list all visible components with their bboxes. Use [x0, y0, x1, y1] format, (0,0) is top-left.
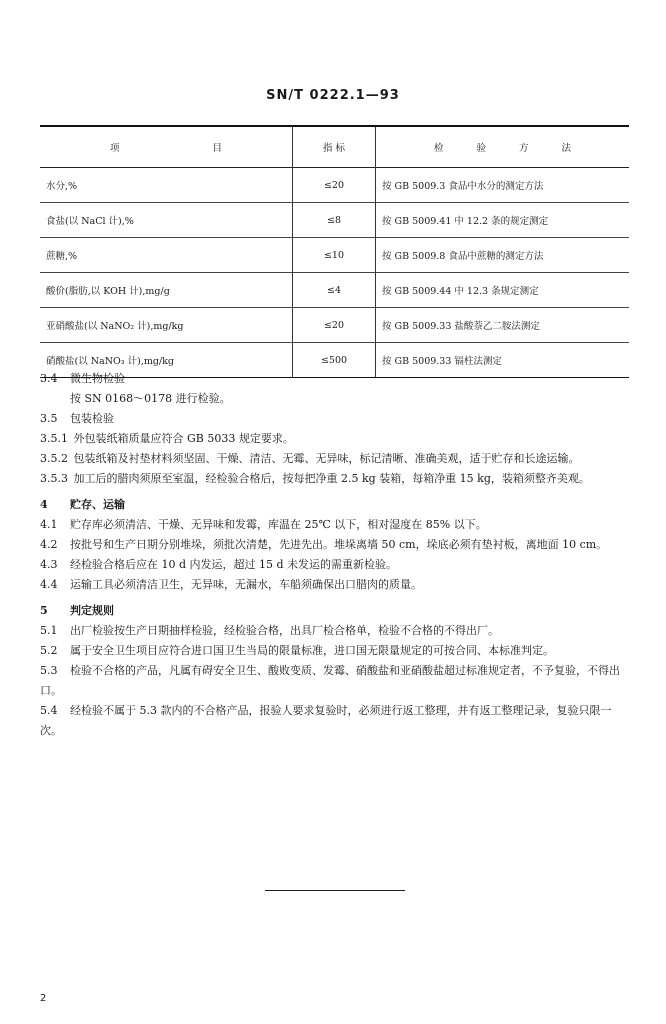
clause-text: 属于安全卫生项目应符合进口国卫生当局的限量标准，进口国无限量规定的可按合同、本标准判定。 — [70, 644, 554, 657]
clause-text: 按批号和生产日期分别堆垛，须批次清楚，先进先出。堆垛离墙 50 cm，垛底必须有垫衬板，离地面 10 cm。 — [70, 538, 608, 551]
clause-text: 外包装纸箱质量应符合 GB 5033 规定要求。 — [73, 432, 294, 445]
clause-5-1 — [40, 621, 630, 641]
row-item: 硝酸盐(以 NaNO₃ 计),mg/kg — [46, 356, 174, 367]
clause-number: 4.2 — [40, 538, 58, 551]
row-method: 按 GB 5009.3 食品中水分的测定方法 — [382, 181, 544, 192]
row-limit: ≤20 — [293, 308, 376, 343]
table-row — [40, 273, 629, 308]
section-4-heading — [40, 495, 630, 515]
table-row — [40, 203, 629, 238]
row-method: 按 GB 5009.41 中 12.2 条的规定测定 — [382, 216, 549, 227]
section-number: 3.4 — [40, 372, 58, 385]
clause-number: 3.5.2 — [40, 452, 68, 465]
row-method: 按 GB 5009.33 盐酸萘乙二胺法测定 — [382, 321, 540, 332]
section-3-4-heading — [40, 369, 630, 389]
table-row — [40, 308, 629, 343]
clause-number: 5.3 — [40, 664, 58, 677]
section-title: 微生物检验 — [70, 372, 125, 385]
table-row — [40, 168, 629, 203]
section-title: 贮存、运输 — [70, 498, 125, 511]
row-limit: ≤8 — [293, 203, 376, 238]
row-item: 食盐(以 NaCl 计),% — [46, 216, 134, 227]
row-item: 蔗糖,% — [46, 251, 78, 262]
clause-text: 经检验合格后应在 10 d 内发运，超过 15 d 未发运的需重新检验。 — [70, 558, 398, 571]
clause-4-1 — [40, 515, 630, 535]
clause-text: 加工后的腊肉须原至室温，经检验合格后，按每把净重 2.5 kg 装箱，每箱净重 15 kg，装箱须整齐美观。 — [73, 472, 590, 485]
clause-number: 5.4 — [40, 704, 58, 717]
clause-text: 运输工具必须清洁卫生，无异味，无漏水，车船须确保出口腊肉的质量。 — [70, 578, 422, 591]
section-title: 判定规则 — [70, 604, 114, 617]
clause-5-4 — [40, 701, 630, 741]
clause-3-5-3 — [40, 469, 630, 489]
row-method: 按 GB 5009.33 镉柱法测定 — [382, 356, 502, 367]
clause-number: 5.1 — [40, 624, 58, 637]
clause-3-5-1 — [40, 429, 630, 449]
section-3-5-heading — [40, 409, 630, 429]
clause-text: 贮存库必须清洁、干燥、无异味和发霉，库温在 25℃ 以下，相对湿度在 85% 以下。 — [70, 518, 487, 531]
end-rule-divider — [265, 890, 405, 891]
spec-table — [40, 125, 629, 378]
row-item: 水分,% — [46, 181, 78, 192]
clause-text: 检验不合格的产品，凡属有碍安全卫生、酸败变质、发霉、硝酸盐和亚硝酸盐超过标准规定者，不予复验，不得出口。 — [40, 664, 620, 697]
header-item: 项 目 — [109, 143, 223, 154]
clause-4-3 — [40, 555, 630, 575]
clause-4-4 — [40, 575, 630, 595]
table-row — [40, 238, 629, 273]
clause-number: 4.4 — [40, 578, 58, 591]
page-number: 2 — [40, 993, 47, 1004]
row-method: 按 GB 5009.44 中 12.3 条规定测定 — [382, 286, 539, 297]
row-item: 酸价(脂肪,以 KOH 计),mg/g — [46, 286, 170, 297]
header-limit: 指 标 — [293, 126, 376, 168]
section-title: 包装检验 — [70, 412, 114, 425]
section-number: 4 — [40, 498, 48, 511]
header-method: 检 验 方 法 — [433, 143, 572, 154]
clause-3-5-2 — [40, 449, 630, 469]
row-limit: ≤4 — [293, 273, 376, 308]
row-item: 亚硝酸盐(以 NaNO₂ 计),mg/kg — [46, 321, 184, 332]
section-number: 3.5 — [40, 412, 58, 425]
row-limit: ≤20 — [293, 168, 376, 203]
clause-text: 包装纸箱及衬垫材料须坚固、干燥、清洁、无霉、无异味，标记清晰、准确美观，适于贮存和长途运输。 — [73, 452, 580, 465]
section-5-heading — [40, 601, 630, 621]
clause-text: 经检验不属于 5.3 款内的不合格产品，报验人要求复验时，必须进行返工整理，并有返工整理记录，复验只限一次。 — [40, 704, 612, 737]
clause-number: 4.3 — [40, 558, 58, 571]
section-3-4-body: 按 SN 0168～0178 进行检验。 — [70, 392, 231, 405]
clause-number: 5.2 — [40, 644, 58, 657]
clause-4-2 — [40, 535, 630, 555]
row-method: 按 GB 5009.8 食品中蔗糖的测定方法 — [382, 251, 544, 262]
section-number: 5 — [40, 604, 48, 617]
clause-number: 3.5.1 — [40, 432, 68, 445]
standard-header: SN/T 0222.1—93 — [266, 88, 400, 103]
row-limit: ≤10 — [293, 238, 376, 273]
body-content — [40, 369, 630, 741]
clause-number: 4.1 — [40, 518, 58, 531]
clause-5-3 — [40, 661, 630, 701]
clause-text: 出厂检验按生产日期抽样检验，经检验合格，出具厂检合格单，检验不合格的不得出厂。 — [70, 624, 499, 637]
clause-5-2 — [40, 641, 630, 661]
row-limit: ≤500 — [293, 343, 376, 378]
clause-number: 3.5.3 — [40, 472, 68, 485]
table-header-row — [40, 126, 629, 168]
